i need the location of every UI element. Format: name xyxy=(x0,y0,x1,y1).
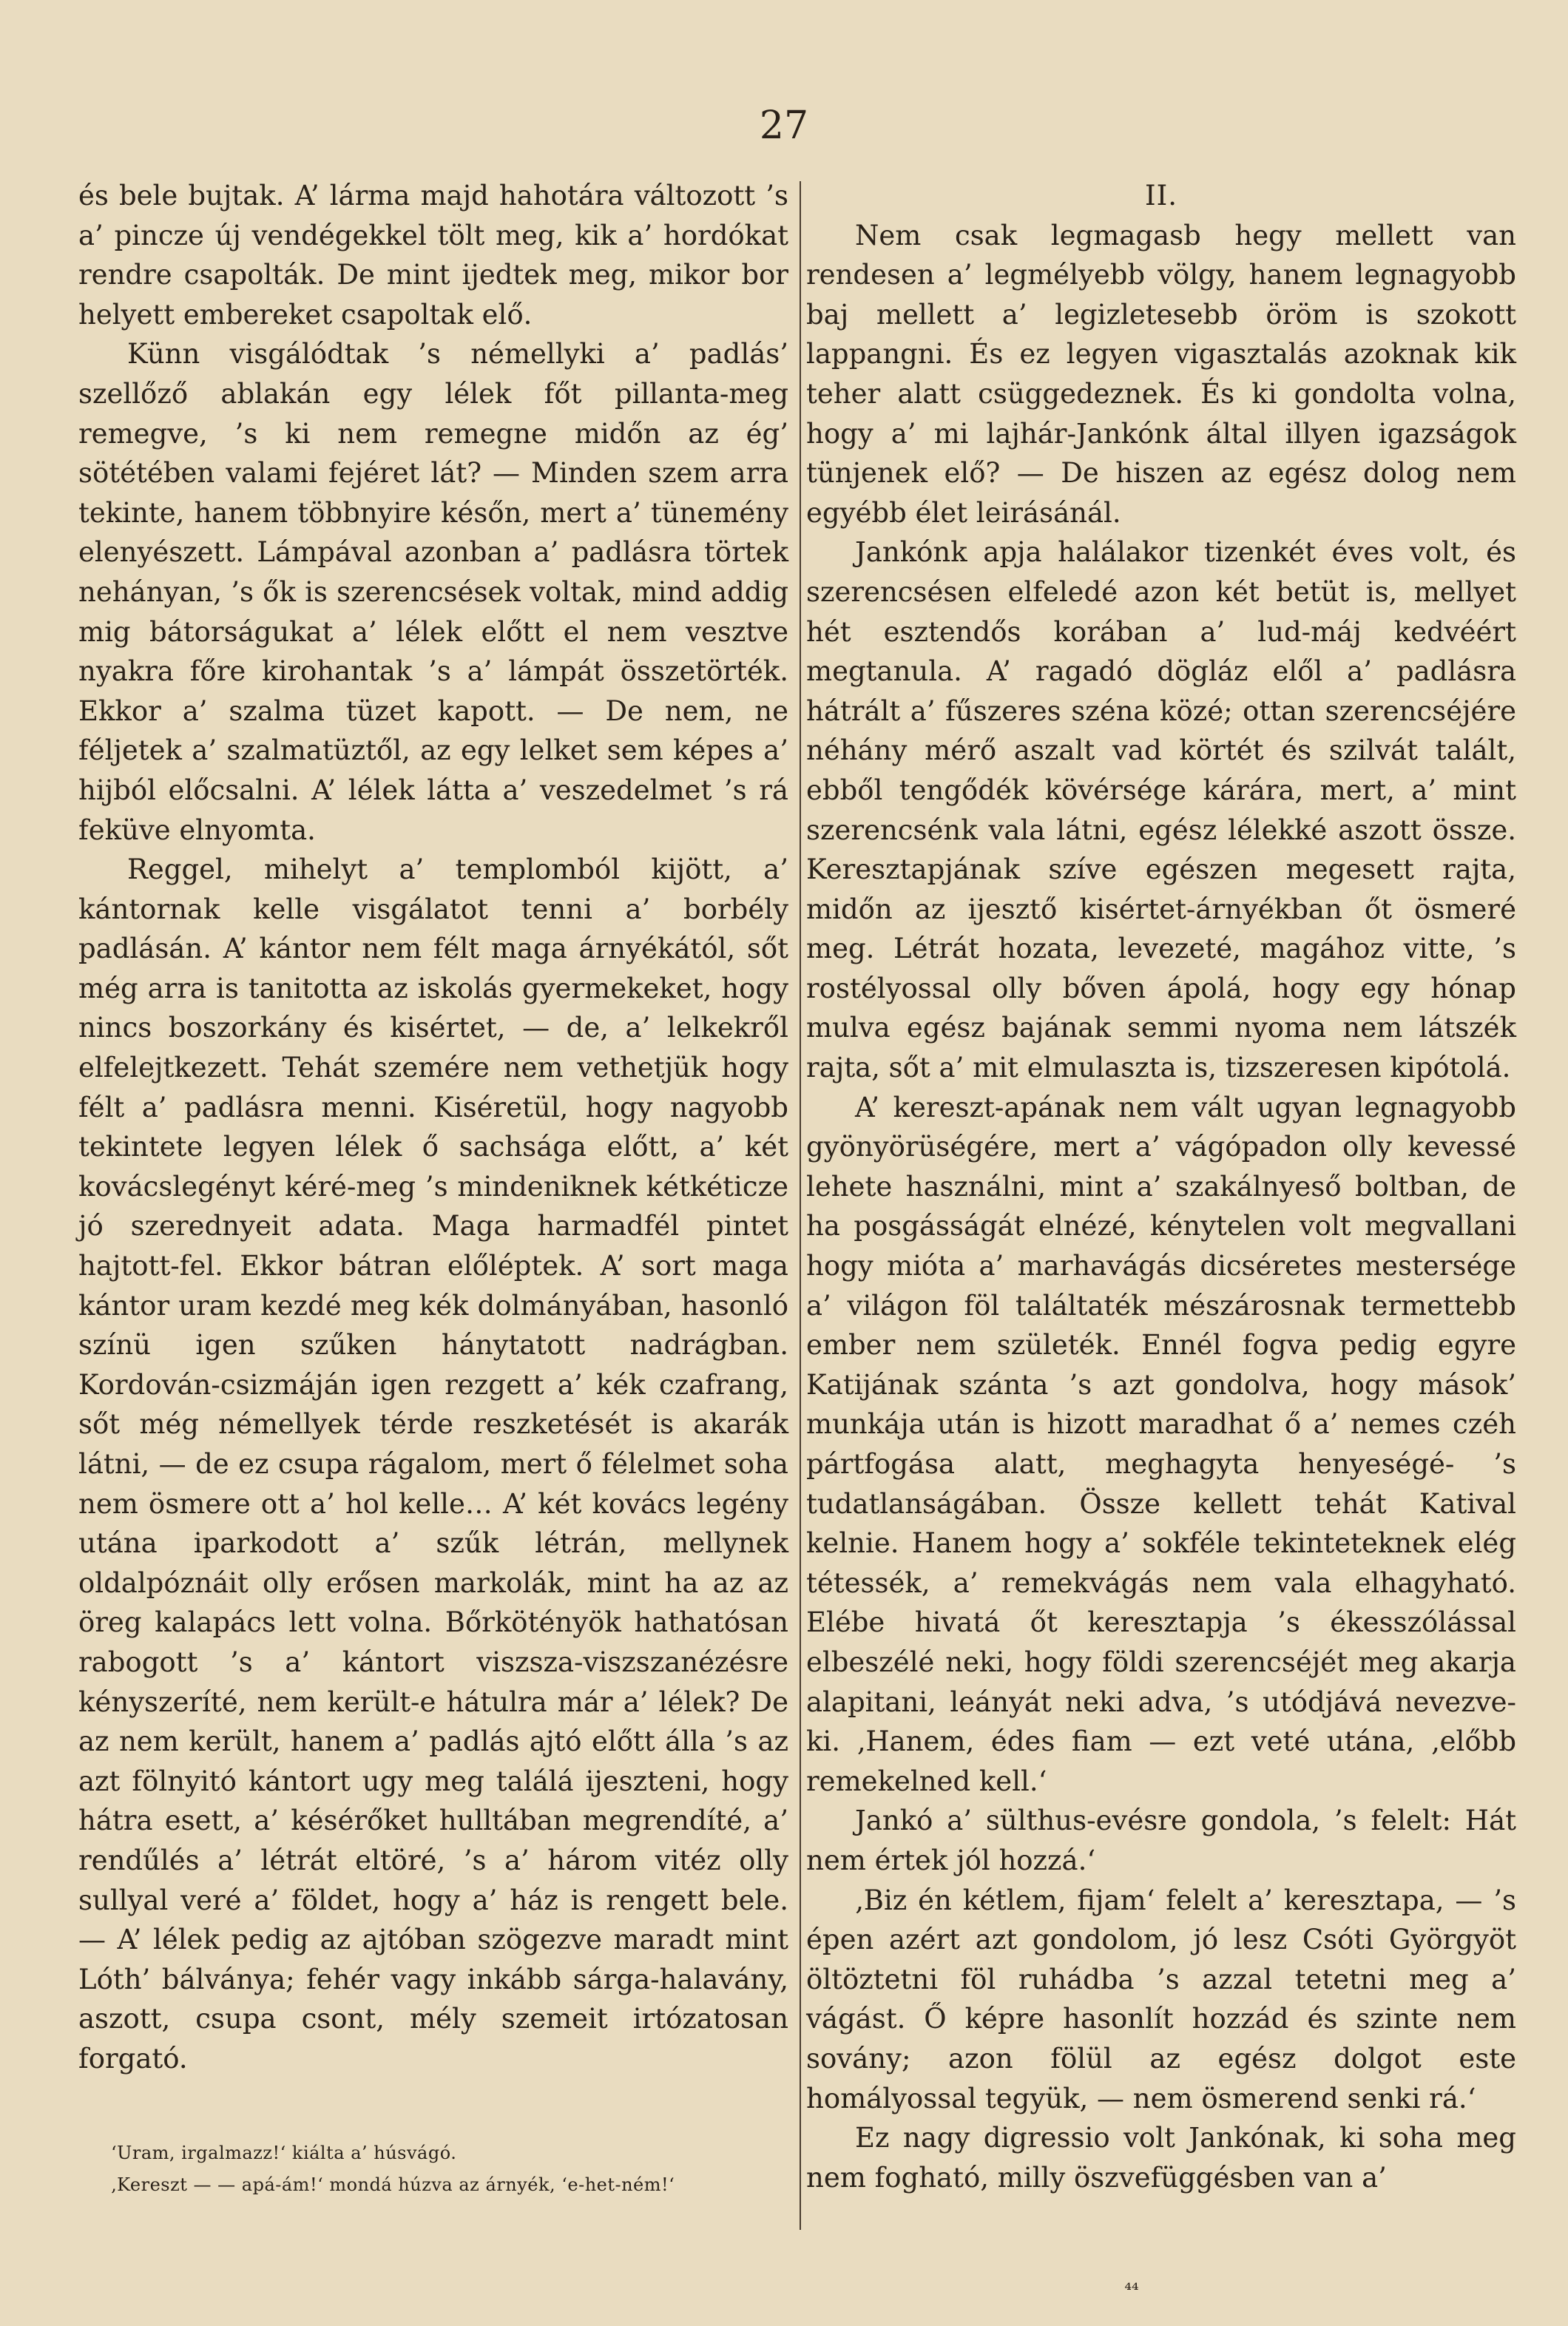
left-column xyxy=(78,176,788,2079)
signature-mark: ⁴⁴ xyxy=(1124,2279,1139,2300)
page-number: 27 xyxy=(759,104,809,148)
paragraph: A’ kereszt-apának nem vált ugyan legnagyobb gyönyörüségére, mert a’ vágópadon olly kevessé lehete használni, mint a’ szakálnyeső boltban, de ha posgásságát elnézé, kénytelen volt megvallani hogy mióta a’ marhavágás dicséretes mestersége a’ világon föl találtaték mészárosnak termettebb ember nem születék. Ennél fogva pedig egyre Katijának szánta ’s azt gondolva, hogy mások’ munkája után is hizott maradhat ő a’ nemes czéh pártfogása alatt, meghagyta henyeségé- ’s tudatlanságában. Össze kellett tehát Katival kelnie. Hanem hogy a’ sokféle tekinteteknek elég tétessék, a’ remekvágás nem vala elhagyható. Elébe hivatá őt keresztapja ’s ékesszólással elbeszélé neki, hogy földi szerencséjét meg akarja alapitani, leányát neki adva, ’s utódjává nevezve-ki. ‚Hanem, édes fiam — ezt veté utána, ‚előbb remekelned kell.‘ xyxy=(806,1091,1516,1797)
paragraph: ‚Biz én kétlem, fijam‘ felelt a’ keresztapa, — ’s épen azért azt gondolom, jó lesz Csóti Györgyöt öltöztetni föl ruhádba ’s azzal tetetni meg a’ vágást. Ő képre hasonlít hozzád és szinte nem sovány; azon fölül az egész dolgot este homályossal tegyük, — nem ösmerend senki rá.‘ xyxy=(806,1884,1516,2114)
paragraph: és bele bujtak. A’ lárma majd hahotára változott ’s a’ pincze új vendégekkel tölt meg, kik a’ hordókat rendre csapolták. De mint ijedtek meg, mikor bor helyett embereket csapoltak elő. xyxy=(78,180,788,331)
column-divider xyxy=(800,181,801,2230)
paragraph: Jankónk apja halálakor tizenkét éves volt, és szerencsésen elfeledé azon két betüt is, mellyet hét esztendős korában a’ lud-máj kedvéért megtanula. A’ ragadó dögláz elől a’ padlásra hátrált a’ fűszeres széna közé; ottan szerencséjére néhány mérő aszalt vad körtét és szilvát talált, ebből tengődék kövérsége kárára, mert, a’ mint szerencsénk vala látni, egész lélekké aszott össze. Keresztapjának szíve egészen megesett rajta, midőn az ijesztő kisértet-árnyékban őt ösmeré meg. Létrát hozata, levezeté, magához vitte, ’s rostélyossal olly bőven ápolá, hogy egy hónap mulva egész bajának semmi nyoma nem látszék rajta, sőt a’ mit elmulaszta is, tizszeresen kipótolá. xyxy=(806,536,1516,1084)
paragraph: Reggel, mihelyt a’ templomból kijött, a’ kántornak kelle visgálatot tenni a’ borbély padlásán. A’ kántor nem félt maga árnyékától, sőt még arra is tanitotta az iskolás gyermekeket, hogy nincs boszorkány és kisértet, — de, a’ lelkekről elfelejtkezett. Tehát szemére nem vethetjük hogy félt a’ padlásra menni. Kiséretül, hogy nagyobb tekintete legyen lélek ő sachsága előtt, a’ két kovácslegényt kéré-meg ’s mindeniknek kétkéticze jó szerednyeit adata. Maga harmadfél pintet hajtott-fel. Ekkor bátran előléptek. A’ sort maga kántor uram kezdé meg kék dolmányában, hasonló színü igen szűken hánytatott nadrágban. Kordován-csizmáján igen rezgett a’ kék czafrang, sőt még némellyek térde reszketését is akarák látni, — de ez csupa rágalom, mert ő félelmet soha nem ösmere ott a’ hol kelle… A’ két kovács legény utána iparkodott a’ szűk létrán, mellynek oldalpóznáit olly erősen markolák, mint ha az az öreg kalapács lett volna. Bőrkötényök hathatósan rabogott ’s a’ kántort viszsza-viszszanézésre kényszeríté, nem került-e hátulra már a’ lélek? De az nem került, hanem a’ padlás ajtó előtt álla ’s az azt fölnyitó kántort ugy meg találá ijeszteni, hogy hátra esett, a’ késérőket hulltában megrendíté, a’ rendűlés a’ létrát eltöré, ’s a’ három vitéz olly sullyal veré a’ földet, hogy a’ ház is rengett bele. — A’ lélek pedig az ajtóban szögezve maradt mint Lóth’ bálványa; fehér vagy inkább sárga-halavány, aszott, csupa csont, mély szemeit irtózatosan forgató. xyxy=(78,853,788,2075)
footnote: ‚Kereszt — — apá-ám!‘ mondá húzva az árnyék, ‘e-het-ném!‘ xyxy=(111,2174,675,2195)
right-column xyxy=(806,176,1516,2197)
section-heading: II. xyxy=(1145,180,1177,212)
footnote: ‘Uram, irgalmazz!‘ kiálta a’ húsvágó. xyxy=(111,2143,457,2163)
paragraph: Künn visgálódtak ’s némellyki a’ padlás’ szellőző ablakán egy lélek főt pillanta-meg remegve, ’s ki nem remegne midőn az ég’ sötétében valami fejéret lát? — Minden szem arra tekinte, hanem többnyire későn, mert a’ tünemény elenyészett. Lámpával azonban a’ padlásra törtek nehányan, ’s ők is szerencsések voltak, mind addig mig bátorságukat a’ lélek előtt el nem vesztve nyakra főre kirohantak ’s a’ lámpát összetörték. Ekkor a’ szalma tüzet kapott. — De nem, ne féljetek a’ szalmatüztől, az egy lelket sem képes a’ hijból előcsalni. A’ lélek látta a’ veszedelmet ’s rá feküve elnyomta. xyxy=(78,338,788,846)
paragraph: Ez nagy digressio volt Jankónak, ki soha meg nem fogható, milly öszvefüggésben van a’ xyxy=(806,2122,1516,2194)
paragraph: Nem csak legmagasb hegy mellett van rendesen a’ legmélyebb völgy, hanem legnagyobb baj mellett a’ legizletesebb öröm is szokott lappangni. És ez legyen vigasztalás azoknak kik teher alatt csüggedeznek. És ki gondolta volna, hogy a’ mi lajhár-Jankónk által illyen igazságok tünjenek elő? — De hiszen az egész dolog nem egyébb élet leirásánál. xyxy=(806,219,1516,529)
footnotes xyxy=(111,2137,762,2201)
paragraph: Jankó a’ sülthus-evésre gondola, ’s felelt: Hát nem értek jól hozzá.‘ xyxy=(806,1805,1516,1876)
